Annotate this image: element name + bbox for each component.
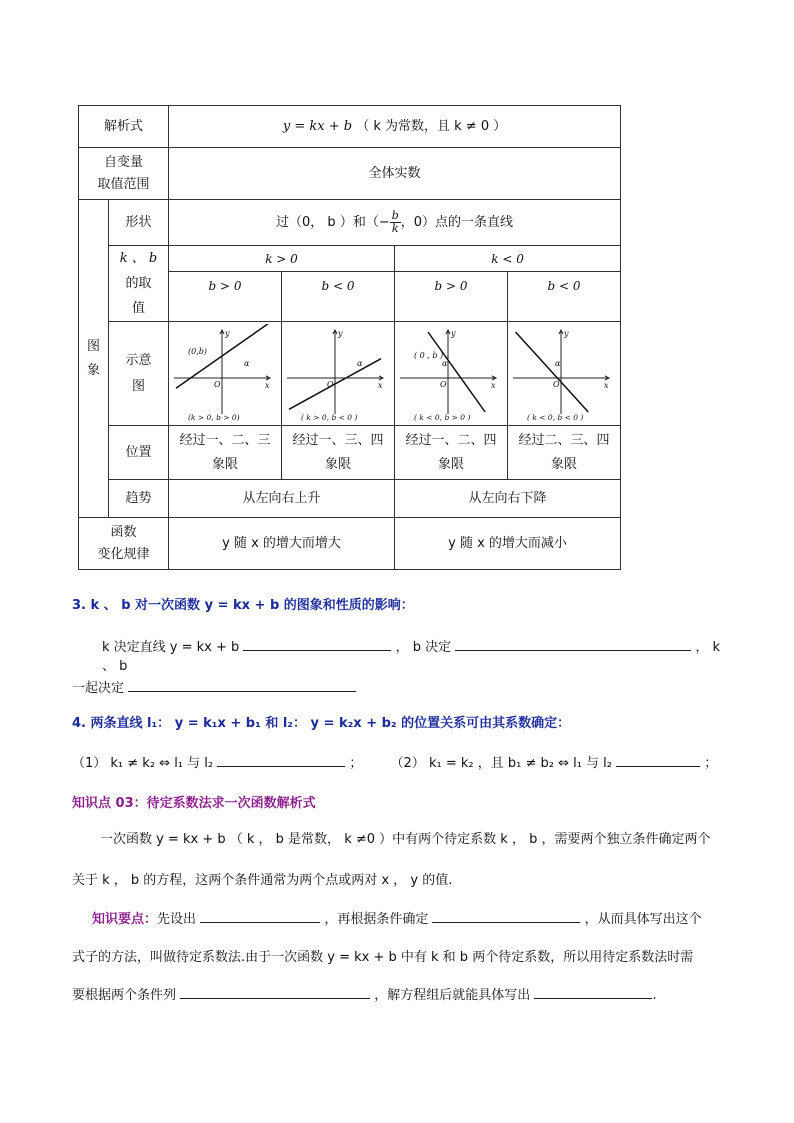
- section4-heading: 4. 两条直线 l₁： y = k₁x + b₁ 和 l₂： y = k₂x + b₂ 的位置关系可由其系数确定：: [72, 716, 571, 731]
- angle-label: α: [442, 358, 448, 368]
- graph-1: [170, 324, 280, 424]
- rule-increasing: y 随 x 的增大而增大: [169, 518, 395, 570]
- row-label-domain: 自变量 取值范围: [79, 148, 169, 200]
- b-cond-4: b < 0: [508, 272, 621, 322]
- blank-write-out[interactable]: [534, 984, 652, 999]
- x-label: x: [378, 380, 383, 390]
- x-label: x: [491, 380, 496, 390]
- origin-label: O: [214, 379, 221, 389]
- graph-cell-1: [169, 322, 282, 426]
- graph-cell-2: [282, 322, 395, 426]
- graph-cell-4: [508, 322, 621, 426]
- k-positive: k > 0: [169, 246, 395, 272]
- graph-2: [283, 324, 393, 424]
- intercept-point-label: (0,b): [188, 346, 208, 356]
- graph-4: [509, 324, 619, 424]
- domain-value: 全体实数: [169, 148, 621, 200]
- position-4: 经过二、三、四 象限: [508, 426, 621, 480]
- blank-b-determines[interactable]: [455, 636, 691, 651]
- formula-cell: [169, 106, 621, 148]
- shape-value: 过（0， b ）和（− $\frac{b}{k}$ ，0）点的一条直线: [169, 200, 621, 246]
- diagram-label: 示意 图: [109, 322, 169, 426]
- kp03-key-line2: 式子的方法，叫做待定系数法.由于一次函数 y = kx + b 中有 k 和 b 两个待定系数，所以用待定系数法时需: [72, 950, 694, 965]
- blank-assume[interactable]: [200, 908, 320, 923]
- y-label: y: [225, 328, 230, 338]
- kp03-p1: 一次函数 y = kx + b （ k ， b 是常数， k ≠0 ）中有两个待定系数 k ， b ，需要两个独立条件确定两个: [100, 832, 711, 847]
- position-2: 经过一、三、四 象限: [282, 426, 395, 480]
- function-line: [516, 332, 589, 412]
- blank-determine[interactable]: [432, 908, 580, 923]
- intercept-point-label: ( 0 , b ): [414, 350, 444, 360]
- y-label: y: [338, 328, 343, 338]
- section3-line2: 一起决定: [72, 677, 722, 696]
- rule-label: 函数 变化规律: [79, 518, 169, 570]
- section3-line1: k 决定直线 y = kx + b ， b 决定 ， k 、 b: [102, 636, 722, 674]
- k-negative: k < 0: [395, 246, 621, 272]
- position-3: 经过一、二、四 象限: [395, 426, 508, 480]
- blank-k-determines[interactable]: [243, 636, 391, 651]
- angle-label: α: [244, 358, 250, 368]
- row-label-formula: 解析式: [79, 106, 169, 148]
- trend-label: 趋势: [109, 480, 169, 518]
- formula: y = kx + b: [282, 118, 353, 134]
- blank-kb-together[interactable]: [128, 677, 356, 692]
- kp03-key-line3: 要根据两个条件列 ，解方程组后就能具体写出 .: [72, 984, 722, 1003]
- angle-label: α: [357, 358, 363, 368]
- kb-label: k 、 b 的取 值: [109, 246, 169, 322]
- trend-down: 从左向右下降: [395, 480, 621, 518]
- properties-table: [78, 105, 621, 570]
- graph-caption: ( k > 0, b < 0 ): [301, 412, 358, 422]
- rule-decreasing: y 随 x 的增大而减小: [395, 518, 621, 570]
- blank-case1[interactable]: [217, 752, 345, 767]
- function-line: [428, 332, 485, 412]
- kp03-heading: 知识点 03：待定系数法求一次函数解析式: [72, 796, 316, 811]
- section3-heading: 3. k 、 b 对一次函数 y = kx + b 的图象和性质的影响：: [72, 598, 414, 613]
- graph-caption: (k > 0, b > 0): [188, 412, 240, 422]
- origin-label: O: [553, 379, 560, 389]
- section4-cases: （1） k₁ ≠ k₂ ⇔ l₁ 与 l₂ ； （2） k₁ = k₂ ，且 b₁ ≠ b₂ ⇔ l₁ 与 l₂ ；: [72, 752, 722, 771]
- shape-label: 形状: [109, 200, 169, 246]
- blank-equations[interactable]: [180, 984, 370, 999]
- kp03-p2: 关于 k ， b 的方程，这两个条件通常为两个点或两对 x ， y 的值.: [72, 873, 453, 888]
- fraction-b-over-k: $\frac{b}{k}$: [391, 209, 399, 235]
- x-label: x: [265, 380, 270, 390]
- formula-note: （ k 为常数，且 k ≠ 0 ）: [356, 118, 507, 134]
- graph-caption: ( k < 0, b < 0 ): [527, 412, 584, 422]
- y-label: y: [451, 328, 456, 338]
- b-cond-2: b < 0: [282, 272, 395, 322]
- b-cond-1: b > 0: [169, 272, 282, 322]
- blank-case2[interactable]: [616, 752, 700, 767]
- origin-label: O: [327, 379, 334, 389]
- trend-up: 从左向右上升: [169, 480, 395, 518]
- kp03-key-line1: 知识要点：先设出 ，再根据条件确定 ，从而具体写出这个: [92, 908, 722, 927]
- angle-label: α: [555, 358, 561, 368]
- b-cond-3: b > 0: [395, 272, 508, 322]
- graph-cell-3: [395, 322, 508, 426]
- graph-3: [396, 324, 506, 424]
- origin-label: O: [440, 379, 447, 389]
- position-label: 位置: [109, 426, 169, 480]
- position-1: 经过一、二、三 象限: [169, 426, 282, 480]
- graph-caption: ( k < 0, b > 0 ): [414, 412, 471, 422]
- y-label: y: [564, 328, 569, 338]
- x-label: x: [604, 380, 609, 390]
- graph-group-label: 图 象: [79, 200, 109, 518]
